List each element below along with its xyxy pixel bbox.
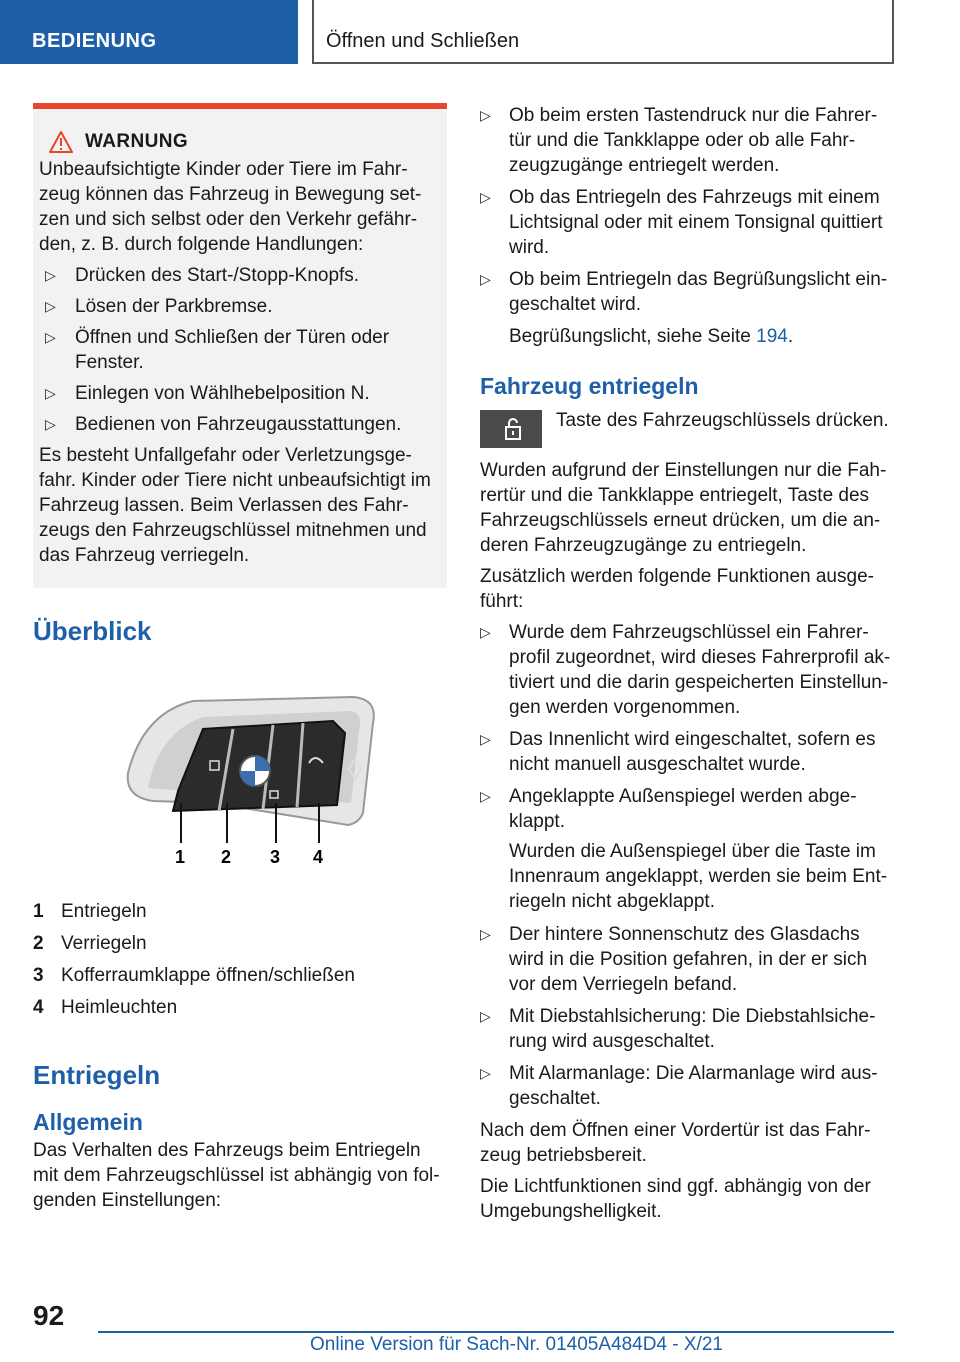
welcome-light-reference: Begrüßungslicht, siehe Seite 194. bbox=[509, 326, 794, 347]
unlock-button-instruction bbox=[480, 410, 896, 448]
legend-row: 2 Verriegeln bbox=[33, 933, 147, 954]
list-item: ▷ Bedienen von Fahrzeugausstattungen. bbox=[45, 414, 402, 435]
mirror-note: Wurden die Außenspiegel über die Taste im Innenraum angeklappt, werden sie beim Ent-riegeln nicht abgeklappt. bbox=[509, 841, 888, 912]
triangle-bullet-icon: ▷ bbox=[480, 1008, 491, 1024]
list-item: ▷ Drücken des Start-/Stopp-Knopfs. bbox=[45, 265, 360, 286]
warning-box bbox=[33, 103, 447, 588]
warning-triangle-icon bbox=[49, 131, 73, 153]
warning-intro: Unbeaufsichtigte Kinder oder Tiere im Fahr-zeug können das Fahrzeug in Bewegung set-zen und sich selbst oder den Verkehr gefähr-den, z. B. durch folgende Handlungen: bbox=[39, 159, 422, 255]
left-column bbox=[33, 103, 447, 1213]
list-item: ▷ Wurde dem Fahrzeugschlüssel ein Fahrer-profil zugeordnet, wird dieses Fahrerprofil ak-tiviert und die darin gespeicherten Einstellun-gen werden vorgenommen. bbox=[480, 622, 891, 718]
callout-label: 3 bbox=[270, 847, 281, 867]
legend-row: 4 Heimleuchten bbox=[33, 997, 178, 1018]
legend-row: 3 Kofferraumklappe öffnen/schließen bbox=[33, 965, 355, 986]
section-tab: BEDIENUNG bbox=[0, 0, 298, 64]
warning-outro: Es besteht Unfallgefahr oder Verletzungsge-fahr. Kinder oder Tiere nicht unbeaufsichtigt im Fahrzeug lassen. Beim Verlassen des Fahr-zeugs den Fahrzeugschlüssel mitnehmen und das Fahrzeug verriegeln. bbox=[39, 445, 431, 566]
callout-label: 1 bbox=[175, 847, 186, 867]
list-item: ▷ Ob das Entriegeln des Fahrzeugs mit einem Lichtsignal oder mit einem Tonsignal quittiert wird. bbox=[480, 187, 883, 258]
overview-heading: Überblick bbox=[33, 616, 152, 646]
list-item: ▷ Angeklappte Außenspiegel werden abge-klappt. bbox=[480, 786, 857, 832]
unlock-key-button-icon bbox=[480, 410, 542, 448]
triangle-bullet-icon: ▷ bbox=[480, 189, 491, 205]
functions-list-continued bbox=[480, 922, 896, 1111]
triangle-bullet-icon: ▷ bbox=[45, 329, 56, 345]
triangle-bullet-icon: ▷ bbox=[45, 267, 56, 283]
triangle-bullet-icon: ▷ bbox=[45, 416, 56, 432]
list-item: ▷ Mit Diebstahlsicherung: Die Diebstahlsiche-rung wird ausgeschaltet. bbox=[480, 1006, 876, 1052]
general-text: Das Verhalten des Fahrzeugs beim Entriegeln mit dem Fahrzeugschlüssel ist abhängig von fol-genden Einstellungen: bbox=[33, 1140, 440, 1211]
general-heading: Allgemein bbox=[33, 1109, 143, 1135]
triangle-bullet-icon: ▷ bbox=[480, 107, 491, 123]
legend-row: 1 Entriegeln bbox=[33, 901, 147, 922]
settings-list bbox=[480, 103, 896, 317]
unlock-instruction-text: Taste des Fahrzeugschlüssels drücken. bbox=[556, 410, 889, 431]
car-key-figure bbox=[33, 693, 447, 883]
list-item: ▷ Ob beim Entriegeln das Begrüßungslicht ein-geschaltet wird. bbox=[480, 269, 888, 315]
vehicle-unlock-heading: Fahrzeug entriegeln bbox=[480, 373, 699, 399]
paragraph: Zusätzlich werden folgende Funktionen ausge-führt: bbox=[480, 566, 874, 612]
list-item: ▷ Einlegen von Wählhebelposition N. bbox=[45, 383, 370, 404]
paragraph: Wurden aufgrund der Einstellungen nur die Fah-rertür und die Tankklappe entriegelt, Taste des Fahrzeugschlüssels erneut drücken, um die an-deren Fahrzeugzugänge zu entriegeln. bbox=[480, 460, 887, 556]
list-item: ▷ Das Innenlicht wird eingeschaltet, sofern es nicht manuell ausgeschaltet wurde. bbox=[480, 729, 876, 775]
paragraph: Nach dem Öffnen einer Vordertür ist das Fahr-zeug betriebsbereit. bbox=[480, 1120, 871, 1166]
triangle-bullet-icon: ▷ bbox=[480, 788, 491, 804]
page-header-title: Öffnen und Schließen bbox=[312, 0, 894, 64]
paragraph: Die Lichtfunktionen sind ggf. abhängig von der Umgebungshelligkeit. bbox=[480, 1176, 871, 1222]
triangle-bullet-icon: ▷ bbox=[45, 385, 56, 401]
functions-list bbox=[480, 620, 896, 834]
callout-label: 4 bbox=[313, 847, 324, 867]
page-link[interactable]: 194 bbox=[756, 326, 788, 347]
list-item: ▷ Mit Alarmanlage: Die Alarmanlage wird aus-geschaltet. bbox=[480, 1063, 878, 1109]
footer-online-version: Online Version für Sach-Nr. 01405A484D4 - X/21 bbox=[310, 1334, 723, 1355]
callout-label: 2 bbox=[221, 847, 232, 867]
triangle-bullet-icon: ▷ bbox=[480, 624, 491, 640]
triangle-bullet-icon: ▷ bbox=[480, 926, 491, 942]
triangle-bullet-icon: ▷ bbox=[480, 271, 491, 287]
warning-title: WARNUNG bbox=[85, 131, 189, 152]
warning-list bbox=[39, 263, 439, 437]
footer-divider bbox=[98, 1331, 894, 1333]
key-legend bbox=[33, 896, 447, 1024]
right-column bbox=[480, 103, 896, 1224]
list-item: ▷ Ob beim ersten Tastendruck nur die Fahrer-tür und die Tankklappe oder ob alle Fahr-zeugzugänge entriegelt werden. bbox=[480, 105, 878, 176]
warning-header bbox=[39, 131, 439, 153]
list-item: ▷ Öffnen und Schließen der Türen oder Fenster. bbox=[45, 327, 390, 373]
list-item: ▷ Lösen der Parkbremse. bbox=[45, 296, 273, 317]
triangle-bullet-icon: ▷ bbox=[45, 298, 56, 314]
triangle-bullet-icon: ▷ bbox=[480, 1065, 491, 1081]
list-item: ▷ Der hintere Sonnenschutz des Glasdachs wird in die Position gefahren, in der er sich vor dem Verriegeln befand. bbox=[480, 924, 868, 995]
unlock-heading: Entriegeln bbox=[33, 1060, 161, 1090]
page-number: 92 bbox=[33, 1300, 65, 1331]
triangle-bullet-icon: ▷ bbox=[480, 731, 491, 747]
